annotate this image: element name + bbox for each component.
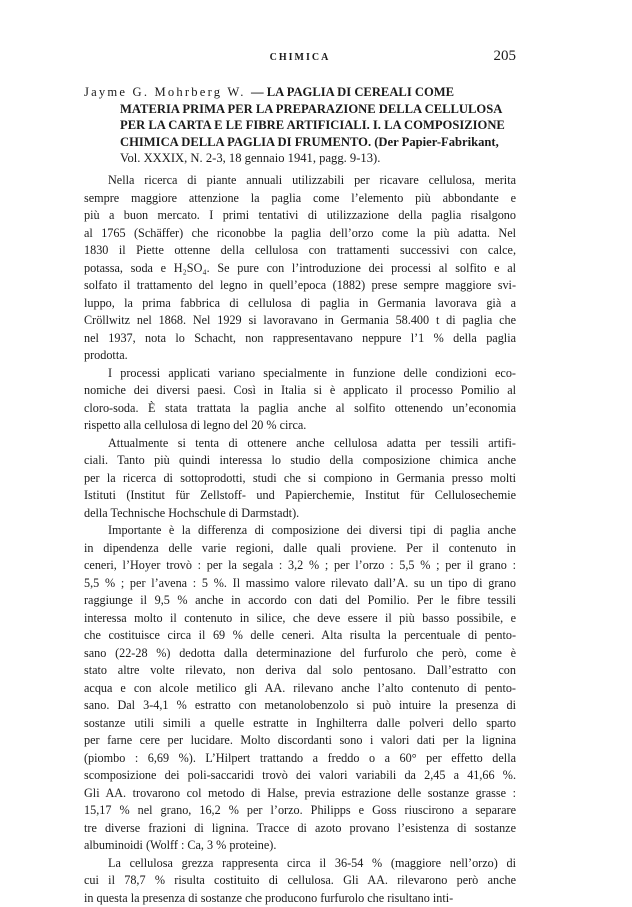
body-text: [84, 172, 516, 907]
paragraph-line: scomposizione dei poli-saccaridi trovò dei valori variabili da 2,45 a 41,66 %.: [84, 767, 516, 785]
paragraph-line: 1830 il Piette ottenne della cellulosa con trattamenti successivi con calce,: [84, 242, 516, 260]
paragraph-line: sostanze utili simili a quelle estratte in Inghilterra dalle polveri dello sparto: [84, 715, 516, 733]
paragraph-line: nel 1937, nota lo Schacht, non rappresentavano neppure l’1 % della paglia: [84, 330, 516, 348]
paragraph-line: ceneri, l’Hoyer trovò : per la segala : 3,2 % ; per l’orzo : 5,5 % ; per il grano :: [84, 557, 516, 575]
citation-line: PER LA CARTA E LE FIBRE ARTIFICIALI. I. LA COMPOSIZIONE: [84, 117, 516, 134]
citation-block: [84, 84, 516, 167]
paragraph-line: Cröllwitz nel 1868. Nel 1929 si lavoravano in Germania 58.400 t di paglia che: [84, 312, 516, 330]
paragraph-line: nomiche dei diversi paesi. Così in Italia si è applicato il processo Pomilio al: [84, 382, 516, 400]
paragraph-line: che costituisce circa il 69 % delle ceneri. Alta risulta la percentuale di pento-: [84, 627, 516, 645]
paragraph-line: Nella ricerca di piante annuali utilizzabili per ricavare cellulosa, merita: [84, 172, 516, 190]
page-number: 205: [494, 48, 517, 65]
paragraph-line: potassa, soda e H₂SO₄. Se pure con l’introduzione dei processi al solfito e al: [84, 260, 516, 278]
paragraph-line: luppo, la prima fabbrica di cellulosa di paglia in Germania lavorava già a: [84, 295, 516, 313]
paragraph-line: solfato il trattamento del legno in quell’epoca (1882) prese sempre maggiore svi-: [84, 277, 516, 295]
paragraph-line: I processi applicati variano specialmente in funzione delle condizioni eco-: [84, 365, 516, 383]
paragraph-line: per farne cere per lucidare. Molto discordanti sono i valori dati per la lignina: [84, 732, 516, 750]
paragraph: [84, 172, 516, 365]
paragraph: [84, 522, 516, 855]
paragraph-line: più a buon mercato. I primi tentativi di utilizzazione della paglia risalgono: [84, 207, 516, 225]
paragraph-line: Istituti (Institut für Zellstoff- und Papierchemie, Institut für Cellulosechemie: [84, 487, 516, 505]
citation-line: Jayme G. Mohrberg W. — LA PAGLIA DI CEREALI COME: [84, 84, 516, 101]
paragraph-line: in questa la presenza di sostanze che producono furfurolo che risultano inti-: [84, 890, 516, 907]
running-head: [84, 48, 516, 68]
section-title: CHIMICA: [84, 52, 516, 63]
paragraph-line: al 1765 (Schäffer) che riconobbe la paglia dell’orzo come la più adatta. Nel: [84, 225, 516, 243]
paragraph-line: ciali. Tanto più quindi interessa lo studio della composizione chimica anche: [84, 452, 516, 470]
paragraph-line: acqua e con alcole metilico gli AA. rilevano anche l’alto contenuto di pento-: [84, 680, 516, 698]
citation-line: CHIMICA DELLA PAGLIA DI FRUMENTO. (Der Papier-Fabrikant,: [84, 134, 516, 151]
paragraph-line: cloro-soda. È stata trattata la paglia anche al solfito ottenendo un’economia: [84, 400, 516, 418]
paragraph-line: sano. Dal 3-4,1 % estratto con metanolobenzolo si può intuire la presenza di: [84, 697, 516, 715]
paragraph: [84, 855, 516, 907]
paragraph: [84, 365, 516, 435]
paragraph-line: sempre maggiore attenzione la paglia come l’elemento più abbondante e: [84, 190, 516, 208]
citation-line: Vol. XXXIX, N. 2-3, 18 gennaio 1941, pagg. 9-13).: [84, 150, 516, 167]
paragraph-line: in dipendenza delle varie regioni, dalle quali proviene. Per il contenuto in: [84, 540, 516, 558]
paragraph-line: stato altre volte rilevato, non deriva dal solo pentosano. Dall’estratto con: [84, 662, 516, 680]
paragraph-line: sano (22-28 %) dedotta dalla determinazione del furfurolo che però, come è: [84, 645, 516, 663]
paragraph-line: cui il 78,7 % risulta costituito di cellulosa. Gli AA. rilevarono però anche: [84, 872, 516, 890]
paragraph-line: raggiunge il 9,5 % anche in accordo con dati del Pomilio. Per le fibre tessili: [84, 592, 516, 610]
paragraph: [84, 435, 516, 523]
citation-author: Jayme G. Mohrberg W.: [84, 85, 251, 99]
paragraph-line: Attualmente si tenta di ottenere anche cellulosa adatta per tessili artifi-: [84, 435, 516, 453]
citation-line: MATERIA PRIMA PER LA PREPARAZIONE DELLA CELLULOSA: [84, 101, 516, 118]
paragraph-line: 15,17 % nel grano, 16,2 % per l’orzo. Philipps e Goss riuscirono a separare: [84, 802, 516, 820]
paragraph-line: interessa molto il contenuto in silice, che deve essere il più basso possibile, e: [84, 610, 516, 628]
paragraph-line: Gli AA. trovarono col metodo di Halse, previa estrazione delle sostanze grasse :: [84, 785, 516, 803]
paragraph-line: tre diverse frazioni di lignina. Tracce di azoto provano l’esistenza di sostanze: [84, 820, 516, 838]
paragraph-line: 5,5 % ; per l’avena : 5 %. Il massimo valore rilevato dall’A. su un tipo di grano: [84, 575, 516, 593]
paragraph-line: La cellulosa grezza rappresenta circa il 36-54 % (maggiore nell’orzo) di: [84, 855, 516, 873]
paragraph-line: per la ricerca di sottoprodotti, studi che si compiono in Germania presso molti: [84, 470, 516, 488]
paragraph-line: Importante è la differenza di composizione dei diversi tipi di paglia anche: [84, 522, 516, 540]
paragraph-line: prodotta.: [84, 347, 516, 365]
paragraph-line: albuminoidi (Wolff : Ca, 3 % proteine).: [84, 837, 516, 855]
paragraph-line: della Technische Hochschule di Darmstadt).: [84, 505, 516, 523]
paragraph-line: rispetto alla cellulosa di legno del 20 % circa.: [84, 417, 516, 435]
paragraph-line: (piombo : 6,69 %). L’Hilpert trattando a freddo o a 60° per effetto della: [84, 750, 516, 768]
